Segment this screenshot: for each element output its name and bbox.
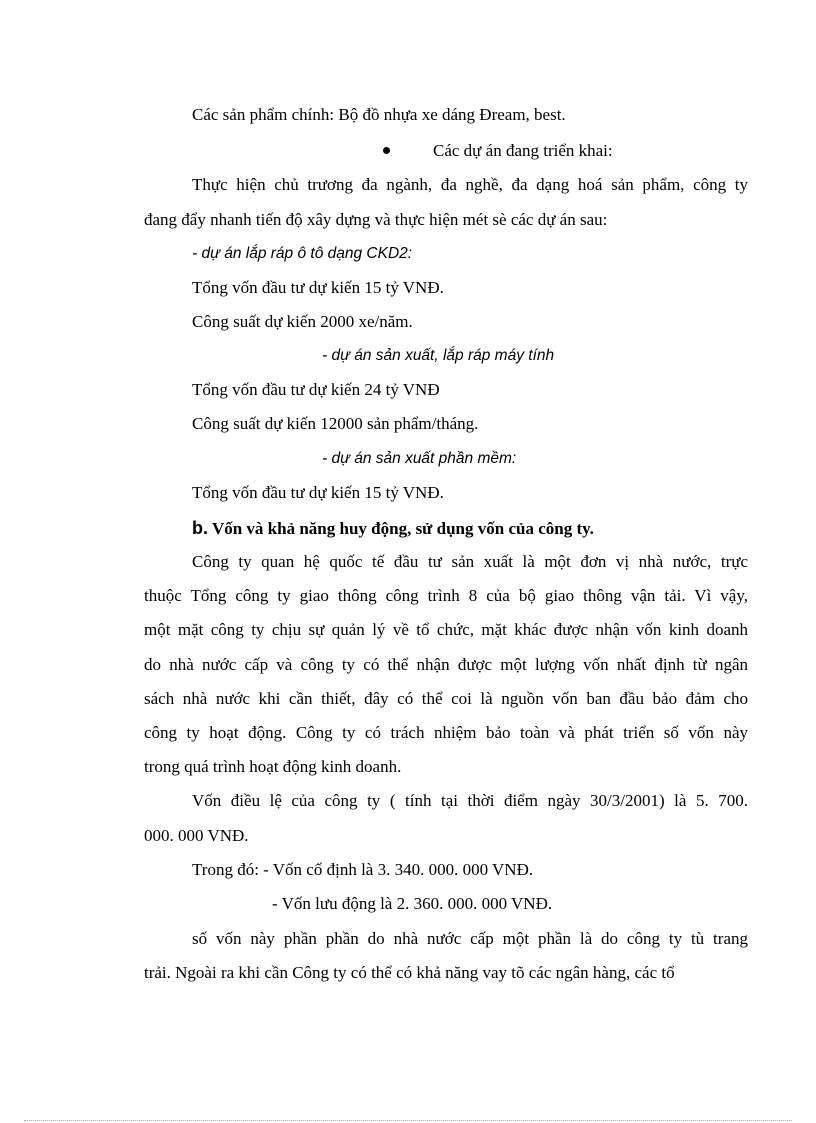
paragraph-line: 000. 000 VNĐ. bbox=[144, 826, 249, 845]
paragraph-line: đang đẩy nhanh tiến độ xây dựng và thực hiện mét sè các dự án sau: bbox=[144, 210, 608, 229]
project-detail: Tổng vốn đầu tư dự kiến 15 tỷ VNĐ. bbox=[192, 483, 444, 502]
paragraph-line: Vốn điều lệ của công ty ( tính tại thời điểm ngày 30/3/2001) là 5. 700. bbox=[192, 791, 748, 810]
paragraph-line: sách nhà nước khi cần thiết, đây có thể coi là nguồn vốn ban đầu bảo đảm cho bbox=[144, 689, 748, 708]
project-detail: Tổng vốn đầu tư dự kiến 15 tỷ VNĐ. bbox=[192, 278, 444, 297]
project-title: - dự án sản xuất, lắp ráp máy tính bbox=[322, 347, 555, 364]
paragraph-line: trải. Ngoài ra khi cần Công ty có thể có khả năng vay tõ các ngân hàng, các tổ bbox=[144, 963, 675, 982]
project-title: - dự án lắp ráp ô tô dạng CKD2: bbox=[192, 245, 413, 262]
capital-fixed: Trong đó: - Vốn cố định là 3. 340. 000. 000 VNĐ. bbox=[192, 860, 534, 879]
section-marker: b. bbox=[192, 518, 208, 538]
project-detail: Công suất dự kiến 2000 xe/năm. bbox=[192, 312, 413, 331]
paragraph-line: trong quá trình hoạt động kinh doanh. bbox=[144, 757, 402, 776]
page-bottom-divider bbox=[24, 1120, 792, 1121]
paragraph-line: Công ty quan hệ quốc tế đầu tư sản xuất là một đơn vị nhà nước, trực bbox=[192, 552, 748, 571]
bullet-icon bbox=[383, 147, 390, 154]
project-title: - dự án sản xuất phần mềm: bbox=[322, 450, 517, 467]
paragraph-line: công ty hoạt động. Công ty có trách nhiệm bảo toàn và phát triển số vốn này bbox=[144, 723, 748, 742]
paragraph-line: số vốn này phần phần do nhà nước cấp một phần là do công ty tù trang bbox=[192, 929, 748, 948]
project-detail: Tổng vốn đầu tư dự kiến 24 tỷ VNĐ bbox=[192, 380, 440, 399]
paragraph-line: một mặt công ty chịu sự quản lý về tổ chức, mặt khác được nhận vốn kinh doanh bbox=[144, 620, 748, 639]
section-title: Vốn và khả năng huy động, sử dụng vốn của công ty. bbox=[211, 519, 594, 538]
main-products-line: Các sản phẩm chính: Bộ đồ nhựa xe dáng Đream, best. bbox=[192, 105, 566, 124]
paragraph-line: Thực hiện chủ trương đa ngành, đa nghề, đa dạng hoá sản phẩm, công ty bbox=[192, 175, 748, 194]
project-detail: Công suất dự kiến 12000 sản phẩm/tháng. bbox=[192, 414, 479, 433]
paragraph-line: do nhà nước cấp và công ty có thể nhận được một lượng vốn nhất định từ ngân bbox=[144, 655, 748, 674]
paragraph-line: thuộc Tổng công ty giao thông công trình 8 của bộ giao thông vận tải. Vì vậy, bbox=[144, 586, 748, 605]
section-heading bbox=[192, 517, 594, 540]
projects-heading: Các dự án đang triển khai: bbox=[433, 141, 613, 160]
capital-working: - Vốn lưu động là 2. 360. 000. 000 VNĐ. bbox=[272, 894, 553, 913]
